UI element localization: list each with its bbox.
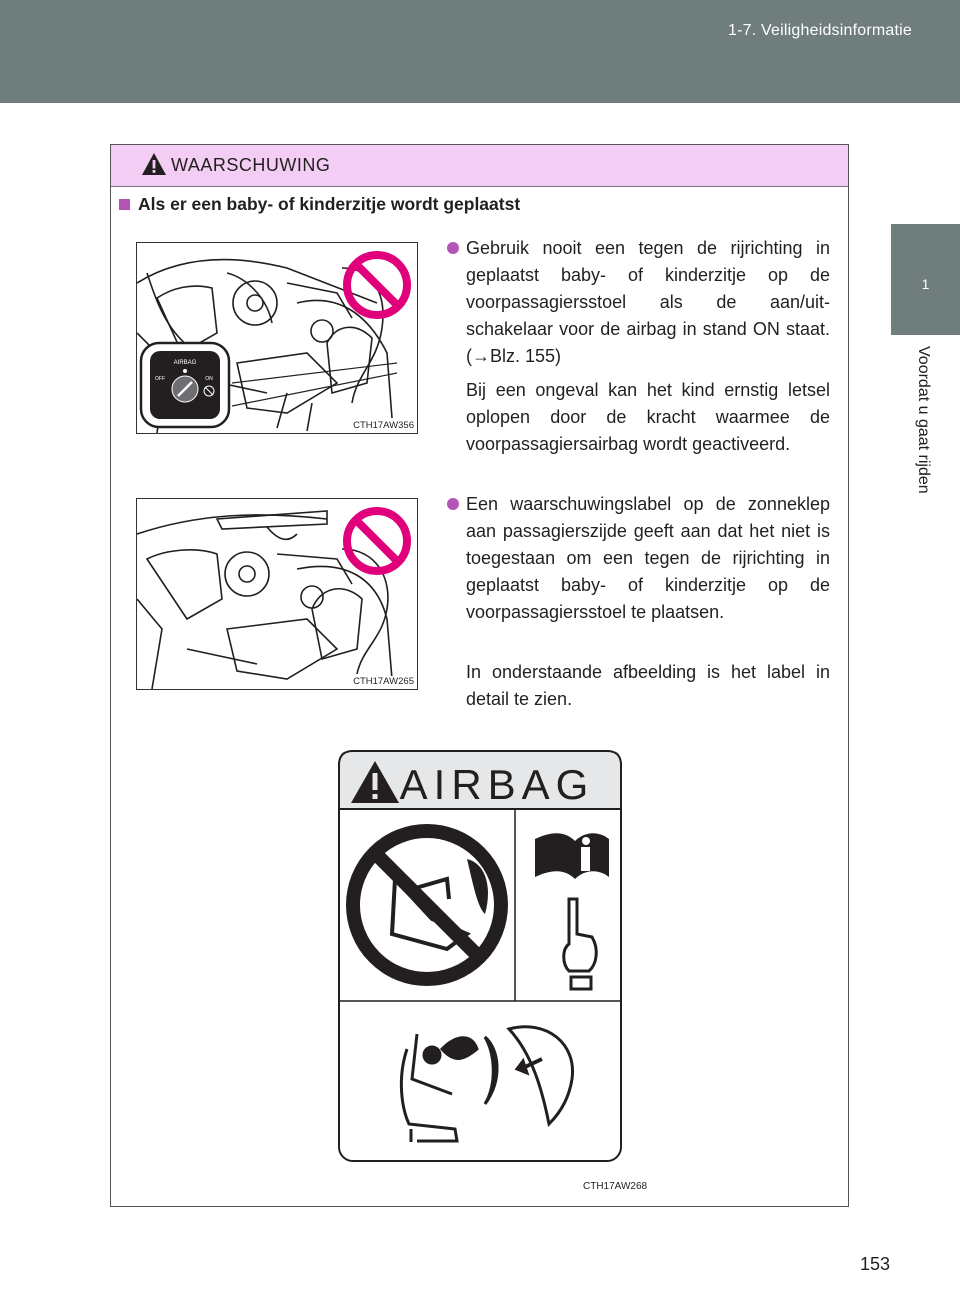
warning-triangle-icon bbox=[141, 152, 167, 176]
section-title: 1-7. Veiligheidsinformatie bbox=[728, 22, 912, 39]
bullet-paragraph-1 bbox=[466, 235, 830, 370]
figure-sunvisor-label bbox=[136, 498, 418, 690]
bullet2-note: In onderstaande afbeelding is het label in detail te zien. bbox=[466, 662, 830, 709]
switch-on-text: ON bbox=[205, 376, 213, 382]
chapter-number: 1 bbox=[921, 276, 930, 292]
subheading-text: Als er een baby- of kinderzitje wordt geplaatst bbox=[138, 194, 521, 214]
chapter-title: Voordat u gaat rijden bbox=[915, 346, 932, 494]
warning-header bbox=[111, 145, 848, 187]
bullet1-note: Bij een ongeval kan het kind ernstig letsel oplopen door de kracht waarmee de voorpassagiersairbag wordt geactiveerd. bbox=[466, 380, 830, 454]
note-paragraph-2 bbox=[466, 659, 830, 713]
prohibition-icon-2 bbox=[347, 511, 407, 571]
car-interior-illustration bbox=[137, 243, 417, 433]
figure-airbag-switch bbox=[136, 242, 418, 434]
warning-box bbox=[110, 144, 849, 1207]
round-bullet-icon bbox=[447, 242, 459, 254]
warning-title: WAARSCHUWING bbox=[171, 155, 331, 175]
bullet1-text: Gebruik nooit een tegen de rijrichting in geplaatst baby- of kinderzitje op de voorpassagiersstoel als de aan/uit-schakelaar voor de airbag in stand ON staat. (→Blz. 155) bbox=[466, 238, 830, 366]
chapter-title-vertical bbox=[880, 346, 949, 546]
prohibition-icon bbox=[347, 255, 407, 315]
bullet-paragraph-2 bbox=[466, 491, 830, 626]
page-number: 153 bbox=[859, 1254, 890, 1274]
figure1-code: CTH17AW356 bbox=[353, 420, 414, 431]
round-bullet-icon bbox=[447, 498, 459, 510]
note-paragraph-1 bbox=[466, 377, 830, 458]
switch-title-text: AIRBAG bbox=[173, 360, 197, 366]
figure2-code: CTH17AW265 bbox=[353, 676, 414, 687]
square-bullet-icon bbox=[119, 199, 130, 210]
car-interior-illustration-2 bbox=[137, 499, 417, 689]
switch-off-text: OFF bbox=[155, 376, 165, 382]
airbag-switch-callout bbox=[141, 343, 229, 427]
warning-subheading bbox=[119, 194, 520, 215]
label-figure-code: CTH17AW268 bbox=[583, 1181, 648, 1192]
header-bar bbox=[0, 0, 960, 103]
label-title: AIRBAG bbox=[399, 761, 595, 808]
chapter-tab bbox=[891, 224, 960, 335]
bullet2-text: Een waarschuwingslabel op de zonneklep aan passagierszijde geeft aan dat het niet is toegestaan om een tegen de rijrichting in geplaatst baby- of kinderzitje op de voorpassagiersstoel te plaatsen. bbox=[466, 494, 830, 622]
airbag-warning-label bbox=[337, 749, 623, 1163]
